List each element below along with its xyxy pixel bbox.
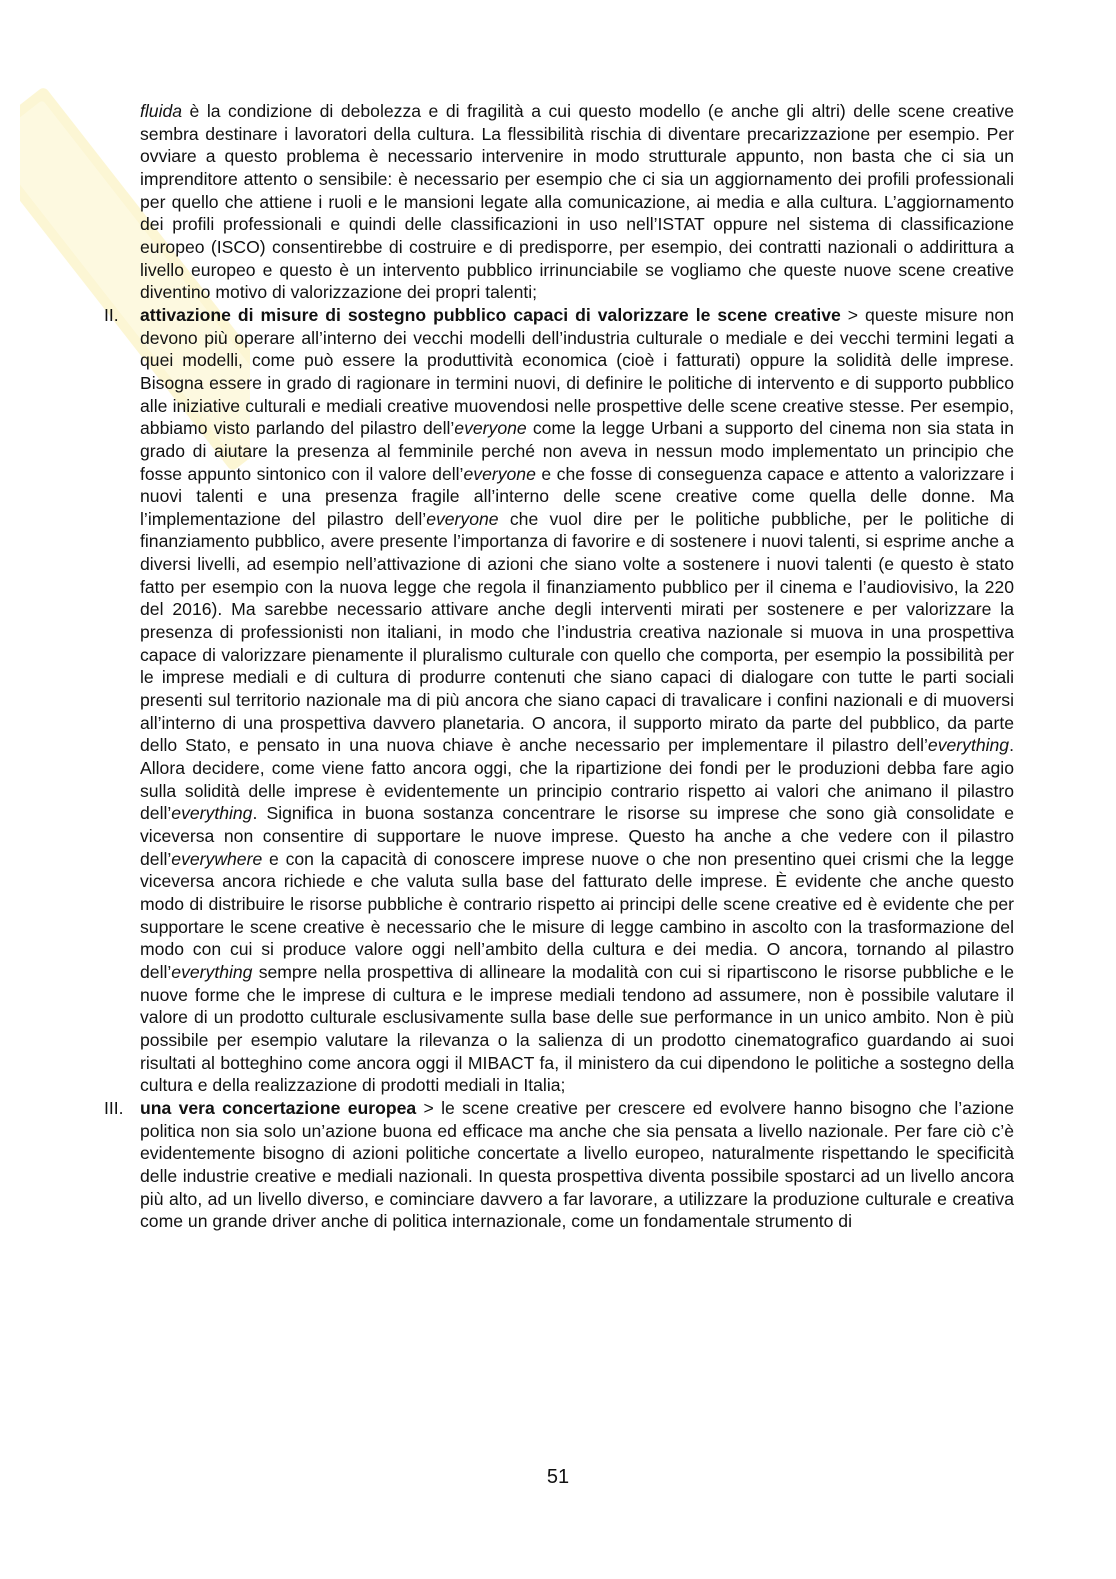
list-item-heading: una vera concertazione europea <box>140 1097 417 1118</box>
italic-term: everything <box>927 735 1010 756</box>
text-run: che vuol dire per le politiche pubbliche, per le politiche di finanziamento pubblico, avere presente l’importanza di favorire e di sostenere i nuovi talenti, si esprime anche a diversi livelli, ad esempio nell’attivazione di azioni che siano volte a sostenere i nuovi talenti (e questo è stato fatto per esempio con la nuova legge che regola il finanziamento pubblico per il cinema e l’audiovisivo, la 220 del 2016). Ma sarebbe necessario attivare anche degli interventi mirati per sostenere e per valorizzare la presenza di professionisti non italiani, in modo che l’industria creativa nazionale si muova in una prospettiva capace di valorizzare pienamente il pluralismo culturale con quello che comporta, per esempio la possibilità per le imprese mediali e di cultura di produrre contenuti che siano capaci di dialogare con tutte le parti sociali presenti sul territorio nazionale ma di più ancora che siano capaci di travalicare i confini nazionali e di muoversi all’interno di una prospettiva davvero planetaria. O ancora, il supporto mirato da parte del pubblico, da parte dello Stato, e pensato in una nuova chiave è anche necessario per implementare il pilastro dell’ <box>140 508 1014 756</box>
text-run: e che fosse di conseguenza capace e attento a valorizzare i nuovi talenti e una presenza fragile all’interno delle scene creative come quella delle donne. Ma l’implementazione del pilastro dell’ <box>140 463 1014 529</box>
text-run: > le scene creative per crescere ed evolvere hanno bisogno che l’azione politica non sia solo un’azione buona ed efficace ma anche che sia pensata a livello nazionale. Per fare ciò c’è evidentemente bisogno di azioni politiche concertate a livello europeo, naturalmente rispettando le specificità delle industrie creative e mediali nazionali. In questa prospettiva diventa possibile spostarci ad un livello ancora più alto, ad un livello diverso, e cominciare davvero a far lavorare, a utilizzare la produzione culturale e creativa come un grande driver anche di politica internazionale, come un fondamentale strumento di <box>140 1097 1014 1232</box>
text-run: come la legge Urbani a supporto del cinema non sia stata in grado di aiutare la presenza al femminile perché non aveva in nessun modo implementato un principio che fosse appunto sintonico con il valore dell’ <box>140 418 1014 484</box>
italic-term: everyone <box>426 508 499 529</box>
italic-term: everyone <box>454 418 527 439</box>
text-run: e con la capacità di conoscere imprese nuove o che non presentino quei crismi che la legge viceversa ancora richiede e che valuta sulla base del fatturato delle imprese. È evidente che anche questo modo di distribuire le risorse pubbliche è contrario rispetto ai principi delle scene creative ed è evidente che per supportare le scene creative è necessario che le misure di legge cambino in ascolto con la trasformazione del modo con cui si produce valore oggi nell’ambito della cultura e dei media. O ancora, tornando al pilastro dell’ <box>140 848 1014 982</box>
list-item-text <box>140 304 1014 1097</box>
list-item-text <box>140 1097 1014 1233</box>
text-run: sempre nella prospettiva di allineare la modalità con cui si ripartiscono le risorse pubbliche e le nuove forme che le imprese di cultura e le imprese mediali tendono ad assumere, non è possibile valutare il valore di un prodotto culturale esclusivamente sulla base delle sue performance in un unico ambito. Non è più possibile per esempio valutare la rilevanza o la salienza di un prodotto cinematografico guardando ai suoi risultati al botteghino come ancora oggi il MIBACT fa, il ministero da cui dipendono le politiche a sostegno della cultura e della realizzazione di prodotti mediali in Italia; <box>140 961 1014 1096</box>
italic-term: everything <box>171 803 253 824</box>
intro-text: è la condizione di debolezza e di fragilità a cui questo modello (e anche gli altri) delle scene creative sembra destinare i lavoratori della cultura. La flessibilità rischia di diventare precarizzazione per esempio. Per ovviare a questo problema è necessario intervenire in modo strutturale appunto, non basta che ci sia un imprenditore attento o sensibile: è necessario per esempio che ci sia un aggiornamento dei profili professionali per quello che attiene i ruoli e le mansioni legate alla comunicazione, ai media e alla cultura. L’aggiornamento dei profili professionali e quindi delle classificazioni in uso nell’ISTAT oppure nel sistema di classificazione europeo (ISCO) consentirebbe di costruire e di predisporre, per esempio, dei contratti nazionali o addirittura a livello europeo e questo è un intervento pubblico irrinunciabile se vogliamo che queste nuove scene creative diventino motivo di valorizzazione dei propri talenti; <box>140 101 1014 303</box>
text-run: . Allora decidere, come viene fatto ancora oggi, che la ripartizione dei fondi per le produzioni debba fare agio sulla solidità delle imprese è evidentemente un principio contrario rispetto ai valori che animano il pilastro dell’ <box>140 735 1014 824</box>
list-numeral: III. <box>104 1097 124 1118</box>
italic-term: everywhere <box>171 848 263 869</box>
list-item-iii <box>104 1097 1014 1233</box>
text-run: . Significa in buona sostanza concentrare le risorse su imprese che sono già consolidate e viceversa non consentire di supportare le nuove imprese. Questo ha anche a che vedere con il pilastro dell’ <box>140 803 1014 869</box>
italic-term: everyone <box>463 463 536 484</box>
text-run: > queste misure non devono più operare all’interno dei vecchi modelli dell’industria culturale o mediale e dei vecchi termini legati a quei modelli, come può essere la produttività economica (cioè i fatturati) oppure la solidità delle imprese. Bisogna essere in grado di ragionare in termini nuovi, di definire le politiche di intervento e di supporto pubblico alle iniziative culturali e mediali creative muovendosi nelle prospettive delle scene creative stesse. Per esempio, abbiamo visto parlando del pilastro dell’ <box>140 304 1015 439</box>
list-item-heading: attivazione di misure di sostegno pubblico capaci di valorizzare le scene creative <box>140 304 841 325</box>
intro-paragraph <box>104 100 1014 304</box>
page-number: 51 <box>546 1466 570 1488</box>
list-numeral: II. <box>104 304 119 325</box>
italic-term: everything <box>171 961 253 982</box>
intro-italic-term: fluida <box>140 101 183 121</box>
document-body <box>104 100 1014 1233</box>
list-item-ii <box>104 304 1014 1097</box>
